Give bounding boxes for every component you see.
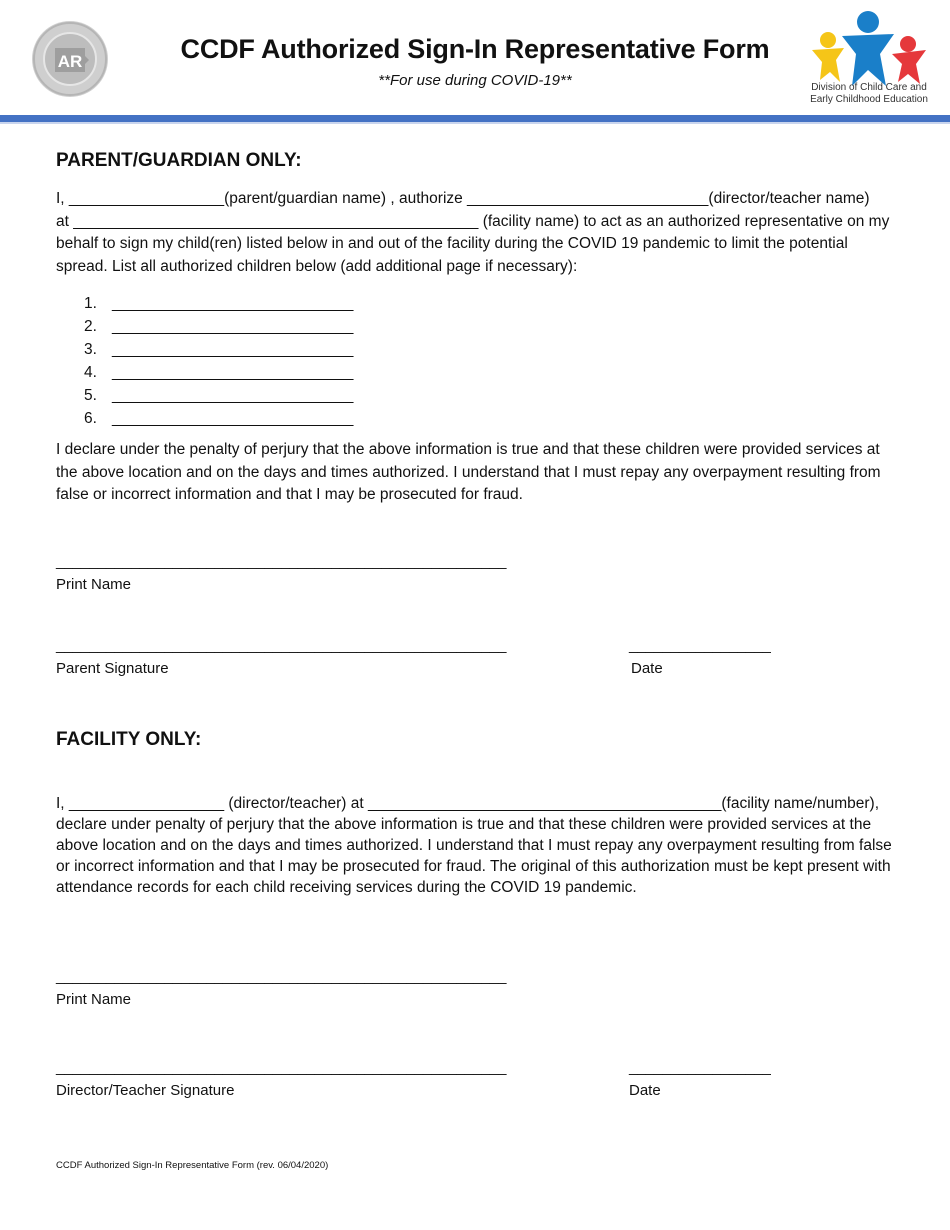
form-subtitle: **For use during COVID-19** [378, 72, 572, 89]
logo-caption-line2: Early Childhood Education [810, 94, 928, 105]
parent-para-line-3: behalf to sign my child(ren) listed below in and out of the facility during the COVID 19 pandemic to limit the potential [56, 235, 848, 252]
child-name-field[interactable]: ____________________________ [112, 295, 354, 312]
parent-date-field[interactable]: _________________ [629, 637, 771, 654]
parent-section-heading: PARENT/GUARDIAN ONLY: [56, 150, 302, 171]
parent-signature-field[interactable]: ______________________________________________________ [56, 637, 507, 654]
facility-signature-label: Director/Teacher Signature [56, 1082, 235, 1099]
dccece-logo [806, 10, 932, 110]
facility-first-line: I, __________________ (director/teacher) at _________________________________________(facility name/number), [56, 795, 880, 812]
list-item [84, 338, 353, 361]
parent-date-label: Date [631, 660, 663, 677]
child-name-field[interactable]: ____________________________ [112, 387, 354, 404]
parent-para-line-1: I, __________________(parent/guardian name) , authorize ____________________________(director/teacher name) [56, 190, 870, 207]
parent-para-line-2: at _______________________________________________ (facility name) to act as an authorized representative on my [56, 212, 890, 230]
list-number: 3. [84, 341, 97, 358]
list-number: 2. [84, 318, 97, 335]
authorized-children-list [84, 292, 353, 430]
child-name-field[interactable]: ____________________________ [112, 341, 354, 358]
header-rule-shadow [0, 122, 950, 124]
list-item [84, 384, 353, 407]
list-number: 1. [84, 295, 97, 312]
facility-declaration-text: declare under penalty of perjury that the above information is true and that these children were provided services at the above location and on the days and times authorized. I understand that I must repay any overpayment resulting from false or incorrect information and that I may be prosecuted for fraud. The original of this authorization must be kept present with attendance records for each child receiving services during the COVID 19 pandemic. [56, 816, 892, 896]
facility-date-label: Date [629, 1082, 661, 1099]
facility-declaration-paragraph [56, 793, 901, 898]
facility-print-name-field[interactable]: ______________________________________________________ [56, 968, 507, 985]
list-item [84, 407, 353, 430]
list-number: 6. [84, 410, 97, 427]
list-item [84, 361, 353, 384]
parent-print-name-label: Print Name [56, 576, 132, 593]
child-name-field[interactable]: ____________________________ [112, 318, 354, 335]
child-name-field[interactable]: ____________________________ [112, 364, 354, 381]
parent-signature-label: Parent Signature [56, 660, 169, 677]
facility-date-field[interactable]: _________________ [629, 1059, 771, 1076]
facility-section-heading: FACILITY ONLY: [56, 729, 202, 750]
list-number: 4. [84, 364, 97, 381]
parent-print-name-field[interactable]: ______________________________________________________ [56, 553, 507, 570]
parent-authorization-paragraph [56, 188, 896, 278]
parent-para-line-4: spread. List all authorized children below (add additional page if necessary): [56, 257, 578, 275]
list-item [84, 292, 353, 315]
list-number: 5. [84, 387, 97, 404]
facility-print-name-label: Print Name [56, 991, 132, 1008]
list-item [84, 315, 353, 338]
logo-caption-line1: Division of Child Care and [811, 82, 927, 93]
form-footer: CCDF Authorized Sign-In Representative Form (rev. 06/04/2020) [56, 1160, 329, 1171]
form-title: CCDF Authorized Sign-In Representative Form [180, 34, 770, 64]
child-name-field[interactable]: ____________________________ [112, 410, 354, 427]
parent-declaration: I declare under the penalty of perjury that the above information is true and that these children were provided services at the above location and on the days and times authorized. I understand that I must repay any overpayment resulting from false or incorrect information and that I may be prosecuted for fraud. [56, 441, 881, 503]
facility-signature-field[interactable]: ______________________________________________________ [56, 1059, 507, 1076]
seal-letters: AR [57, 52, 83, 71]
